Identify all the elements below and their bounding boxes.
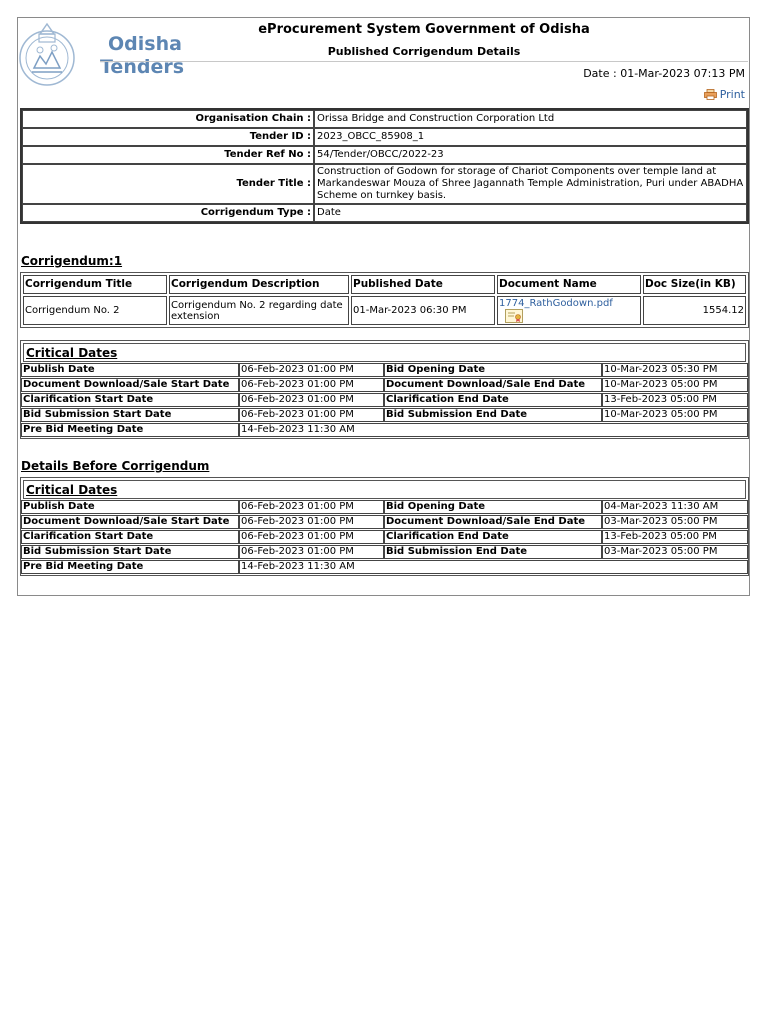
date-value: 14-Feb-2023 11:30 AM: [239, 560, 748, 574]
table-row: [21, 530, 748, 544]
date-label: Pre Bid Meeting Date: [21, 423, 239, 437]
certificate-icon[interactable]: [505, 309, 523, 323]
table-row: [23, 296, 746, 325]
date-label: Document Download/Sale Start Date: [21, 378, 239, 392]
date-value: 14-Feb-2023 11:30 AM: [239, 423, 748, 437]
date-label: Clarification Start Date: [21, 393, 239, 407]
date-label: Document Download/Sale End Date: [384, 378, 602, 392]
date-value: 03-Mar-2023 05:00 PM: [602, 515, 748, 529]
corrigendum-heading: Corrigendum:1: [21, 254, 123, 268]
date-value: 06-Feb-2023 01:00 PM: [239, 515, 384, 529]
before-corrigendum-heading: Details Before Corrigendum: [21, 459, 210, 473]
table-row: [21, 560, 748, 574]
date-label: Clarification End Date: [384, 530, 602, 544]
info-value: Orissa Bridge and Construction Corporation Ltd: [314, 110, 747, 128]
print-link[interactable]: [704, 88, 745, 101]
info-label: Corrigendum Type :: [22, 204, 314, 222]
table-row: [21, 500, 748, 514]
date-value: 06-Feb-2023 01:00 PM: [239, 393, 384, 407]
info-row: [22, 146, 747, 164]
table-row: [21, 423, 748, 437]
date-value: 06-Feb-2023 01:00 PM: [239, 408, 384, 422]
table-row: [21, 408, 748, 422]
info-label: Tender ID :: [22, 128, 314, 146]
info-row: [22, 128, 747, 146]
date-value: 13-Feb-2023 05:00 PM: [602, 393, 748, 407]
date-value: 06-Feb-2023 01:00 PM: [239, 530, 384, 544]
page-title: eProcurement System Government of Odisha: [258, 22, 590, 37]
date-value: 10-Mar-2023 05:30 PM: [602, 363, 748, 377]
info-value: Date: [314, 204, 747, 222]
date-value: 06-Feb-2023 01:00 PM: [239, 378, 384, 392]
info-row: [22, 164, 747, 204]
logo-line-2: Tenders: [100, 56, 185, 78]
before-critical-dates-heading: Critical Dates: [23, 480, 746, 499]
info-value: 54/Tender/OBCC/2022-23: [314, 146, 747, 164]
date-label: Bid Submission Start Date: [21, 545, 239, 559]
page-subtitle: Published Corrigendum Details: [327, 45, 521, 58]
date-value: 10-Mar-2023 05:00 PM: [602, 408, 748, 422]
date-label: Bid Submission Start Date: [21, 408, 239, 422]
date-value: 03-Mar-2023 05:00 PM: [602, 545, 748, 559]
info-label: Tender Ref No :: [22, 146, 314, 164]
date-label: Bid Submission End Date: [384, 545, 602, 559]
header-divider: [100, 61, 748, 62]
date-label: Document Download/Sale Start Date: [21, 515, 239, 529]
date-label: Document Download/Sale End Date: [384, 515, 602, 529]
tender-info-table: [20, 108, 749, 224]
table-row: [21, 363, 748, 377]
corrigendum-table: [20, 272, 749, 328]
published-date: 01-Mar-2023 06:30 PM: [351, 296, 495, 325]
logo-line-1: Odisha: [108, 33, 182, 55]
date-value: 10-Mar-2023 05:00 PM: [602, 378, 748, 392]
table-row: [21, 393, 748, 407]
table-row: [21, 378, 748, 392]
column-header: Corrigendum Description: [169, 275, 349, 294]
date-label: Bid Opening Date: [384, 363, 602, 377]
critical-dates-table: [21, 362, 748, 438]
site-logo: [100, 33, 184, 79]
info-label: Tender Title :: [22, 164, 314, 204]
date-value: 06-Feb-2023 01:00 PM: [239, 500, 384, 514]
info-value: Construction of Godown for storage of Chariot Components over temple land at Markandeswar Mouza of Shree Jagannath Temple Administration, Puri under ABADHA Scheme on turnkey basis.: [314, 164, 747, 204]
date-value: 06-Feb-2023 01:00 PM: [239, 545, 384, 559]
info-label: Organisation Chain :: [22, 110, 314, 128]
document-cell: [497, 296, 641, 325]
date-label: Pre Bid Meeting Date: [21, 560, 239, 574]
date-value: 04-Mar-2023 11:30 AM: [602, 500, 748, 514]
column-header: Document Name: [497, 275, 641, 294]
critical-dates-heading: Critical Dates: [23, 343, 746, 362]
before-critical-dates-table: [21, 499, 748, 575]
column-header: Doc Size(in KB): [643, 275, 746, 294]
print-label: Print: [719, 88, 745, 101]
critical-dates-box: [20, 340, 749, 439]
current-date: Date : 01-Mar-2023 07:13 PM: [583, 67, 745, 80]
table-row: [21, 515, 748, 529]
date-value: 06-Feb-2023 01:00 PM: [239, 363, 384, 377]
date-label: Bid Opening Date: [384, 500, 602, 514]
table-row: [21, 545, 748, 559]
info-row: [22, 110, 747, 128]
column-header: Corrigendum Title: [23, 275, 167, 294]
doc-size: 1554.12: [643, 296, 746, 325]
column-header: Published Date: [351, 275, 495, 294]
odisha-emblem-icon: [18, 20, 76, 90]
info-row: [22, 204, 747, 222]
date-label: Bid Submission End Date: [384, 408, 602, 422]
corrigendum-description: Corrigendum No. 2 regarding date extension: [169, 296, 349, 325]
date-label: Clarification Start Date: [21, 530, 239, 544]
corrigendum-header-row: [23, 275, 746, 294]
date-label: Publish Date: [21, 363, 239, 377]
info-value: 2023_OBCC_85908_1: [314, 128, 747, 146]
corrigendum-title: Corrigendum No. 2: [23, 296, 167, 325]
before-critical-dates-box: [20, 477, 749, 576]
date-label: Publish Date: [21, 500, 239, 514]
date-value: 13-Feb-2023 05:00 PM: [602, 530, 748, 544]
date-label: Clarification End Date: [384, 393, 602, 407]
printer-icon: [704, 89, 717, 100]
document-link[interactable]: 1774_RathGodown.pdf: [499, 298, 613, 309]
